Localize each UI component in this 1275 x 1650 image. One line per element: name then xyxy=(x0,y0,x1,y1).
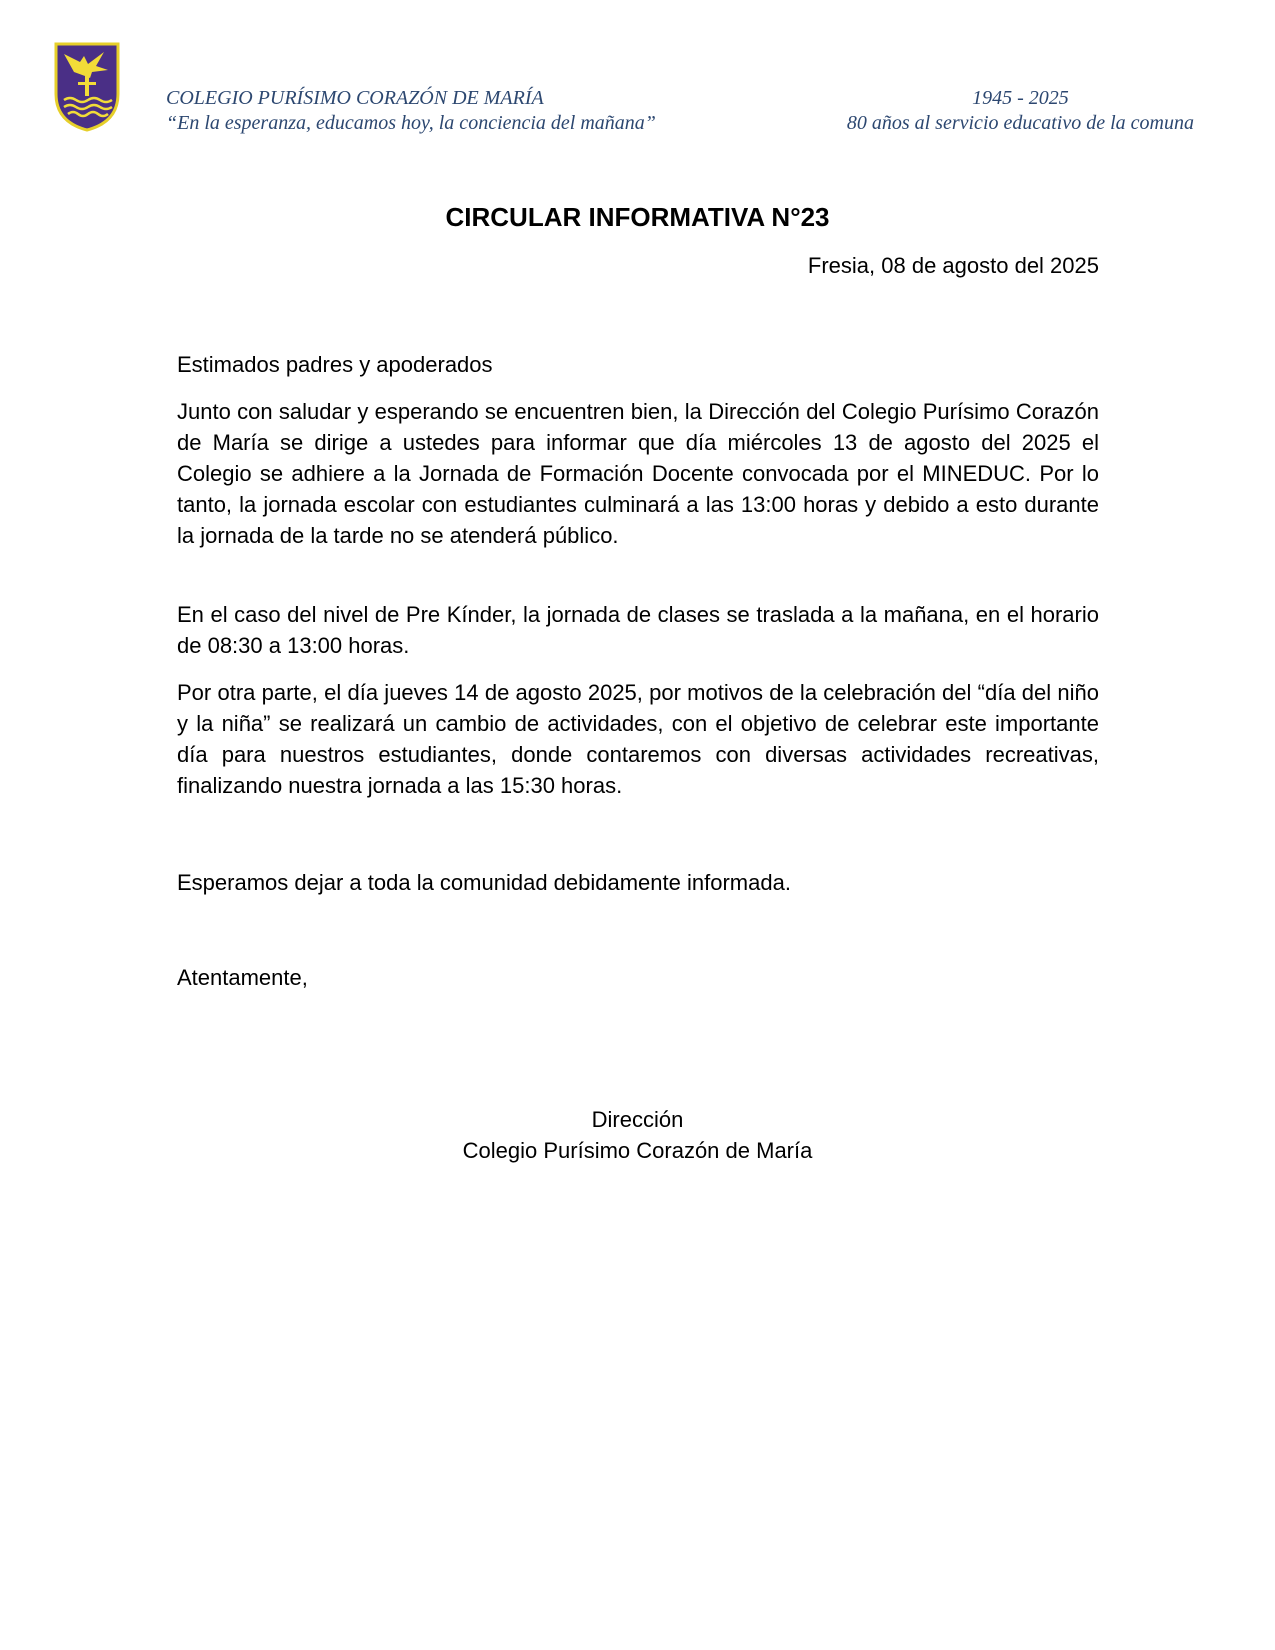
header-right xyxy=(847,86,1194,136)
regards-line xyxy=(177,962,1099,993)
paragraph-text: En el caso del nivel de Pre Kínder, la jornada de clases se traslada a la mañana, en el horario de 08:30 a 13:00 horas. xyxy=(177,602,1099,658)
paragraph-2 xyxy=(177,599,1099,661)
anniversary-text: 80 años al servicio educativo de la comuna xyxy=(846,112,1194,134)
regards-text: Atentamente, xyxy=(177,965,308,990)
document-title: CIRCULAR INFORMATIVA N°23 xyxy=(445,202,830,232)
school-crest-icon xyxy=(54,42,120,132)
school-name: COLEGIO PURÍSIMO CORAZÓN DE MARÍA xyxy=(166,87,544,109)
greeting-text: Estimados padres y apoderados xyxy=(177,352,493,377)
signature-line-1: Dirección xyxy=(591,1107,684,1132)
paragraph-text: Por otra parte, el día jueves 14 de agosto 2025, por motivos de la celebración del “día del niño y la niña” se realizará un cambio de actividades, con el objetivo de celebrar este importante día para nuestros estudiantes, donde contaremos con diversas actividades recreativas, finalizando nuestra jornada a las 15:30 horas. xyxy=(177,680,1099,798)
greeting xyxy=(177,349,1099,380)
date-line: Fresia, 08 de agosto del 2025 xyxy=(807,253,1099,278)
signature-block xyxy=(0,1104,1275,1166)
school-motto: “En la esperanza, educamos hoy, la conciencia del mañana” xyxy=(166,112,656,134)
closing-text: Esperamos dejar a toda la comunidad debidamente informada. xyxy=(177,870,791,895)
paragraph-text: Junto con saludar y esperando se encuentren bien, la Dirección del Colegio Purísimo Corazón de María se dirige a ustedes para informar que día miércoles 13 de agosto del 2025 el Colegio se adhiere a la Jornada de Formación Docente convocada por el MINEDUC. Por lo tanto, la jornada escolar con estudiantes culminará a las 13:00 horas y debido a esto durante la jornada de la tarde no se atenderá público. xyxy=(177,399,1099,548)
anniversary-years: 1945 - 2025 xyxy=(972,87,1069,109)
paragraph-1 xyxy=(177,396,1099,551)
paragraph-3 xyxy=(177,677,1099,801)
header-left xyxy=(166,86,656,136)
signature-line-2: Colegio Purísimo Corazón de María xyxy=(462,1138,813,1163)
closing-line xyxy=(177,867,1099,898)
